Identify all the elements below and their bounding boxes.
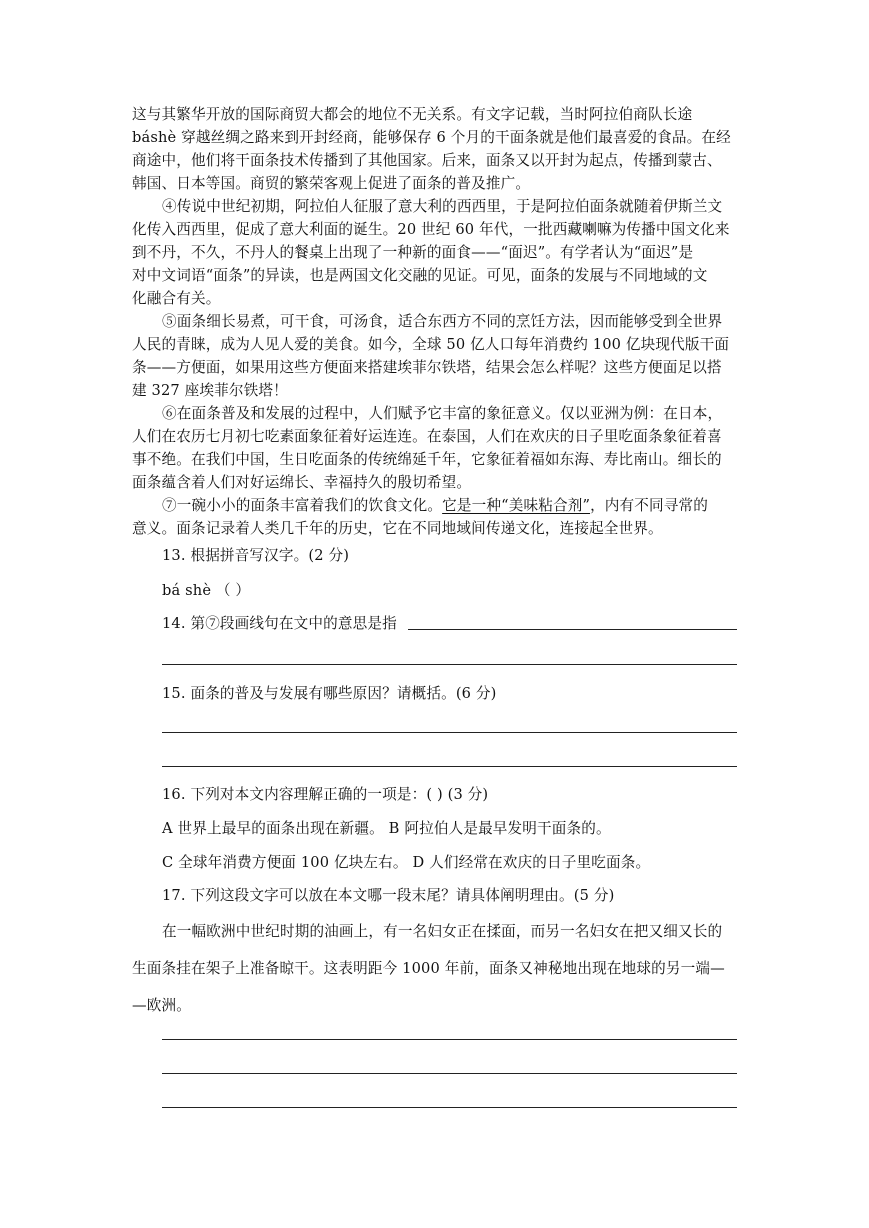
passage-line: 条——方便面，如果用这些方便面来搭建埃菲尔铁塔，结果会怎么样呢？这些方便面足以搭	[132, 359, 722, 376]
passage-line	[162, 494, 738, 517]
q13-pinyin: bá shè （ ）	[162, 582, 251, 599]
passage-line: 人们在农历七月初七吃素面象征着好运连连。在泰国，人们在欢庆的日子里吃面条象征着喜	[132, 428, 722, 445]
q17-excerpt-line: —欧洲。	[132, 997, 191, 1014]
passage-line: 这与其繁华开放的国际商贸大都会的地位不无关系。有文字记载，当时阿拉伯商队长途	[132, 106, 693, 123]
answer-line[interactable]	[162, 732, 737, 733]
q17-excerpt-line: 在一幅欧洲中世纪时期的油画上，有一名妇女正在揉面，而另一名妇女在把又细又长的	[162, 923, 723, 940]
passage-line: báshè 穿越丝绸之路来到开封经商，能够保存 6 个月的干面条就是他们最喜爱的食品。在经	[132, 129, 731, 146]
passage-line: 化传入西西里，促成了意大利面的诞生。20 世纪 60 年代，一批西藏喇嘛为传播中国文化来	[132, 221, 730, 238]
answer-line[interactable]	[408, 629, 737, 630]
passage-line: 对中文词语“面条”的异读，也是两国文化交融的见证。可见，面条的发展与不同地域的文	[132, 267, 708, 284]
passage-line: 事不绝。在我们中国，生日吃面条的传统绵延千年，它象征着福如东海、寿比南山。细长的	[132, 451, 722, 468]
answer-line[interactable]	[162, 766, 737, 767]
underlined-sentence: 它是一种“美味粘合剂”	[442, 497, 591, 514]
passage-line: 商途中，他们将干面条技术传播到了其他国家。后来，面条又以开封为起点，传播到蒙古、	[132, 152, 722, 169]
question-14: 14. 第⑦段画线句在文中的意思是指	[162, 615, 397, 632]
q17-excerpt-line: 生面条挂在架子上准备晾干。这表明距今 1000 年前，面条又神秘地出现在地球的另一端—	[132, 960, 725, 977]
passage-line: 意义。面条记录着人类几千年的历史，它在不同地域间传递文化，连接起全世界。	[132, 520, 663, 537]
passage-line: 人民的青睐，成为人见人爱的美食。如今，全球 50 亿人口每年消费约 100 亿块现代版干面	[132, 336, 730, 353]
passage-text: ，内有不同寻常的	[590, 497, 709, 514]
q16-options-cd: C 全球年消费方便面 100 亿块左右。 D 人们经常在欢庆的日子里吃面条。	[162, 854, 651, 871]
passage-line: 到不丹，不久，不丹人的餐桌上出现了一种新的面食——“面迟”。有学者认为“面迟”是	[132, 244, 694, 261]
answer-line[interactable]	[162, 1073, 737, 1074]
passage-line: 建 327 座埃菲尔铁塔！	[132, 382, 288, 399]
passage-line: 化融合有关。	[132, 290, 221, 307]
question-15: 15. 面条的普及与发展有哪些原因？请概括。(6 分)	[162, 685, 497, 702]
answer-line[interactable]	[162, 1039, 737, 1040]
answer-line[interactable]	[162, 664, 737, 665]
passage-line: 韩国、日本等国。商贸的繁荣客观上促进了面条的普及推广。	[132, 175, 531, 192]
passage-line: 面条蕴含着人们对好运绵长、幸福持久的殷切希望。	[132, 474, 472, 491]
passage-text: ⑦一碗小小的面条丰富着我们的饮食文化。	[162, 497, 443, 514]
passage-line: ④传说中世纪初期，阿拉伯人征服了意大利的西西里，于是阿拉伯面条就随着伊斯兰文	[162, 198, 723, 215]
q16-options-ab: A 世界上最早的面条出现在新疆。 B 阿拉伯人是最早发明干面条的。	[162, 820, 611, 837]
answer-line[interactable]	[162, 1107, 737, 1108]
question-17: 17. 下列这段文字可以放在本文哪一段末尾？请具体阐明理由。(5 分)	[162, 887, 615, 904]
question-13: 13. 根据拼音写汉字。(2 分)	[162, 547, 350, 564]
passage-line: ⑤面条细长易煮，可干食，可汤食，适合东西方不同的烹饪方法，因而能够受到全世界	[162, 313, 723, 330]
question-16: 16. 下列对本文内容理解正确的一项是：( ) (3 分)	[162, 786, 489, 803]
passage-line: ⑥在面条普及和发展的过程中，人们赋予它丰富的象征意义。仅以亚洲为例：在日本，	[162, 405, 723, 422]
